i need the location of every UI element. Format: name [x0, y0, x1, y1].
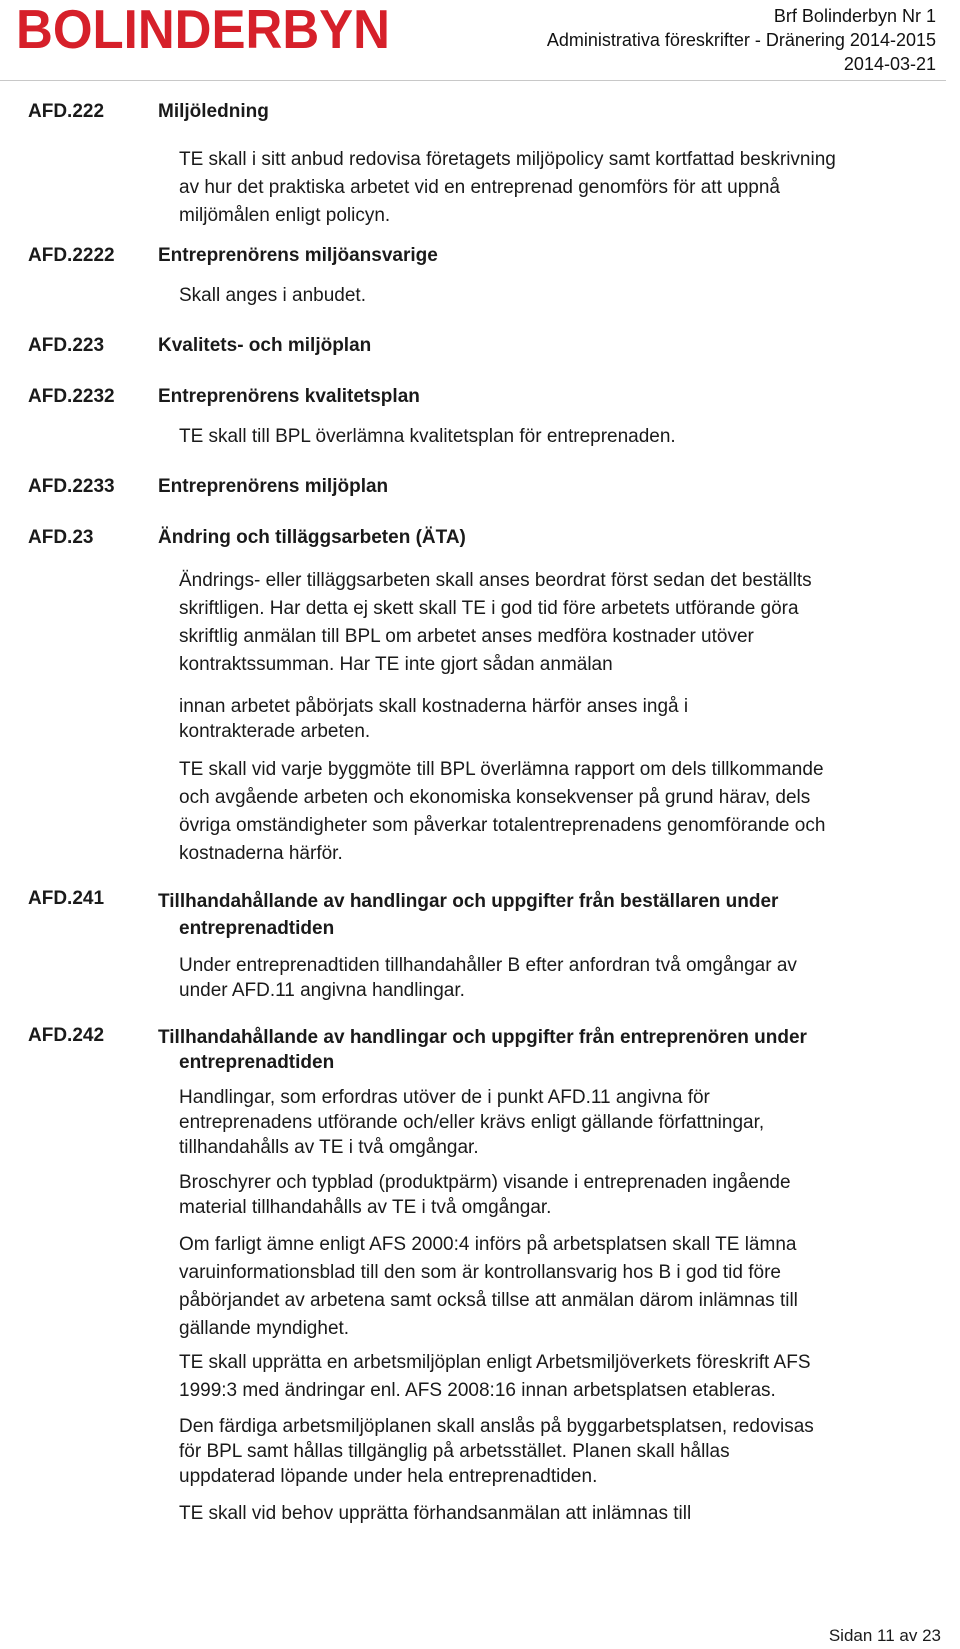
paragraph: [179, 1231, 798, 1343]
text-line: TE skall upprätta en arbetsmiljöplan enligt Arbetsmiljöverkets föreskrift AFS: [179, 1352, 811, 1373]
document-header: [547, 4, 936, 76]
text-line: av hur det praktiska arbetet vid en entreprenad genomförs för att uppnå: [179, 177, 780, 198]
text-line: tillhandahålls av TE i två omgångar.: [179, 1137, 479, 1158]
section-code: AFD.223: [28, 335, 105, 356]
section-code: AFD.2232: [28, 386, 115, 407]
paragraph: [179, 1414, 814, 1489]
text-line: för BPL samt hållas tillgänglig på arbetsstället. Planen skall hållas: [179, 1441, 730, 1462]
text-line: TE skall i sitt anbud redovisa företagets miljöpolicy samt kortfattad beskrivning: [179, 149, 836, 170]
paragraph: [179, 146, 836, 230]
text-line: kontrakterade arbeten.: [179, 721, 371, 742]
paragraph: [179, 1085, 764, 1160]
text-line: entreprenadens utförande och/eller krävs enligt gällande författningar,: [179, 1112, 765, 1133]
text-line: skriftligen. Har detta ej skett skall TE i god tid före arbetets utförande göra: [179, 598, 799, 619]
text-line: TE skall vid varje byggmöte till BPL överlämna rapport om dels tillkommande: [179, 759, 824, 780]
section-heading: Kvalitets- och miljöplan: [158, 335, 372, 356]
heading-line: Tillhandahållande av handlingar och uppgifter från beställaren under: [158, 891, 779, 912]
logo-text: BOLINDERBYN: [16, 2, 390, 56]
section-heading: Entreprenörens kvalitetsplan: [158, 386, 420, 407]
section-heading: [158, 1025, 807, 1075]
section-code: AFD.242: [28, 1025, 105, 1046]
section-heading: Ändring och tilläggsarbeten (ÄTA): [158, 527, 466, 548]
paragraph: [179, 953, 797, 1003]
text-line: 1999:3 med ändringar enl. AFS 2008:16 innan arbetsplatsen etableras.: [179, 1380, 776, 1401]
paragraph: TE skall vid behov upprätta förhandsanmälan att inlämnas till: [179, 1503, 692, 1524]
paragraph: Skall anges i anbudet.: [179, 285, 366, 306]
section-code: AFD.23: [28, 527, 94, 548]
text-line: gällande myndighet.: [179, 1318, 350, 1339]
paragraph: [179, 756, 825, 868]
text-line: Handlingar, som erfordras utöver de i punkt AFD.11 angivna för: [179, 1087, 710, 1108]
text-line: under AFD.11 angivna handlingar.: [179, 980, 465, 1001]
section-code: AFD.241: [28, 888, 105, 909]
header-date: 2014-03-21: [843, 54, 936, 74]
text-line: miljömålen enligt policyn.: [179, 205, 391, 226]
text-line: innan arbetet påbörjats skall kostnaderna härför anses ingå i: [179, 696, 689, 717]
header-project: Brf Bolinderbyn Nr 1: [773, 6, 936, 26]
text-line: övriga omständigheter som påverkar totalentreprenadens genomförande och: [179, 815, 826, 836]
section-code: AFD.222: [28, 101, 105, 122]
text-line: Den färdiga arbetsmiljöplanen skall anslås på byggarbetsplatsen, redovisas: [179, 1416, 814, 1437]
heading-line: entreprenadtiden: [179, 918, 335, 939]
company-logo: [16, 2, 392, 56]
heading-line: Tillhandahållande av handlingar och uppgifter från entreprenören under: [158, 1027, 807, 1048]
paragraph: [179, 1349, 811, 1405]
header-document-title: Administrativa föreskrifter - Dränering 2014-2015: [546, 30, 936, 50]
section-heading: Entreprenörens miljöplan: [158, 476, 389, 497]
header-divider: [0, 80, 946, 81]
text-line: Under entreprenadtiden tillhandahåller B efter anfordran två omgångar av: [179, 955, 797, 976]
text-line: skriftlig anmälan till BPL om arbetet anses medföra kostnader utöver: [179, 626, 754, 647]
section-code: AFD.2222: [28, 245, 115, 266]
text-line: varuinformationsblad till den som är kontrollansvarig hos B i god tid före: [179, 1262, 781, 1283]
paragraph: [179, 1170, 791, 1220]
text-line: uppdaterad löpande under hela entreprenadtiden.: [179, 1466, 598, 1487]
paragraph: TE skall till BPL överlämna kvalitetsplan för entreprenaden.: [179, 426, 676, 447]
section-heading: Miljöledning: [158, 101, 269, 122]
text-line: Broschyrer och typblad (produktpärm) visande i entreprenaden ingående: [179, 1172, 791, 1193]
heading-line: entreprenadtiden: [179, 1052, 335, 1073]
section-heading: [158, 888, 778, 942]
section-heading: Entreprenörens miljöansvarige: [158, 245, 438, 266]
text-line: material tillhandahålls av TE i två omgångar.: [179, 1197, 552, 1218]
text-line: Om farligt ämne enligt AFS 2000:4 införs på arbetsplatsen skall TE lämna: [179, 1234, 797, 1255]
text-line: och avgående arbeten och ekonomiska konsekvenser på grund härav, dels: [179, 787, 811, 808]
text-line: kontraktssumman. Har TE inte gjort sådan anmälan: [179, 654, 613, 675]
section-code: AFD.2233: [28, 476, 115, 497]
page-number: Sidan 11 av 23: [828, 1626, 941, 1645]
paragraph: [179, 694, 688, 744]
text-line: kostnaderna härför.: [179, 843, 343, 864]
paragraph: [179, 567, 812, 679]
text-line: Ändrings- eller tilläggsarbeten skall anses beordrat först sedan det beställts: [179, 570, 812, 591]
text-line: påbörjandet av arbetena samt också tillse att anmälan därom inlämnas till: [179, 1290, 798, 1311]
